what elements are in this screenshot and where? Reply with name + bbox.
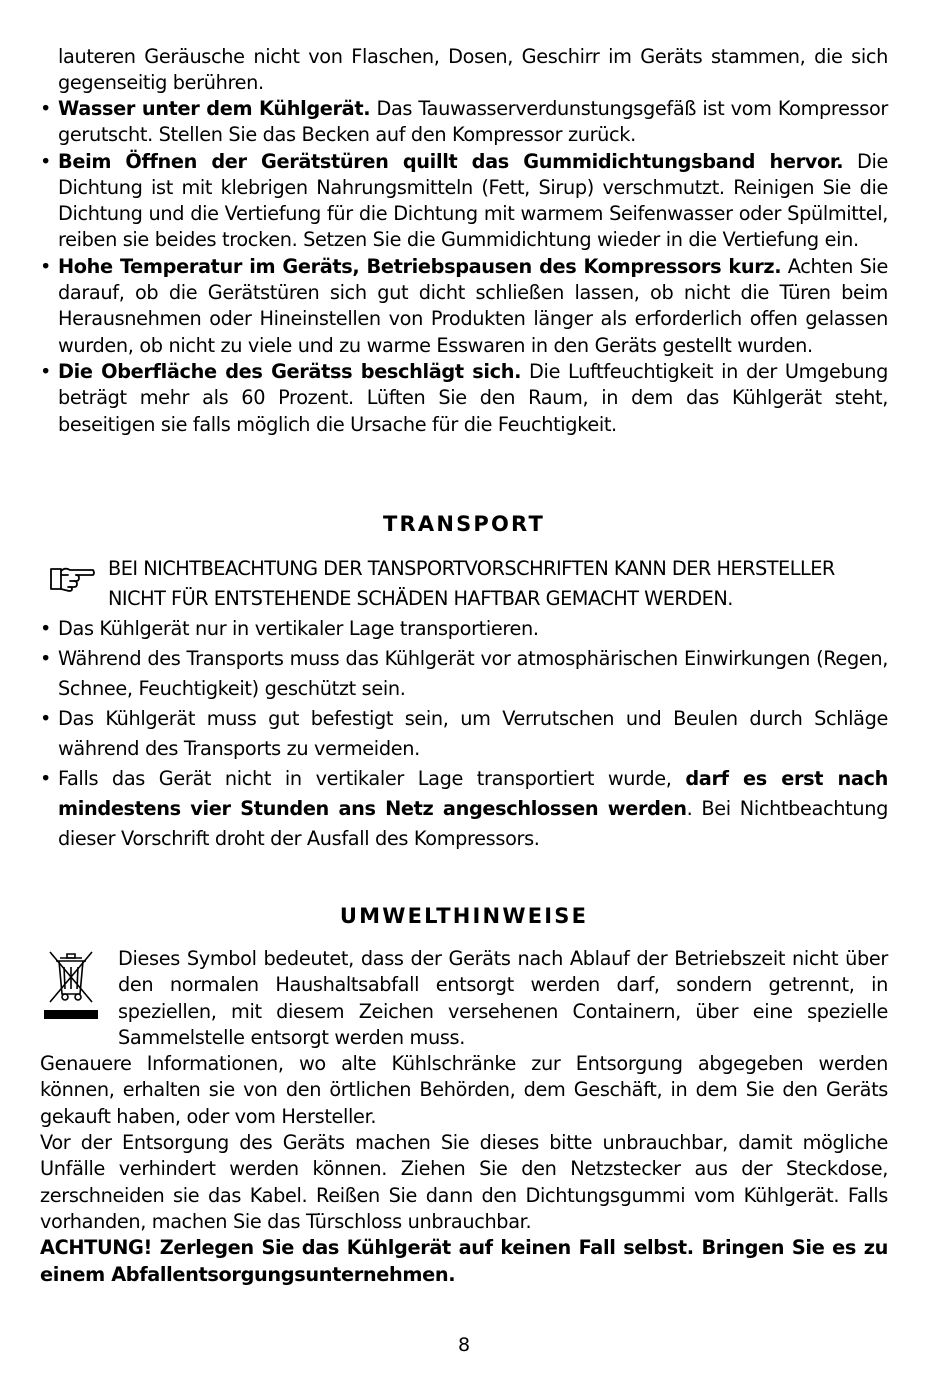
pointing-hand-icon bbox=[48, 562, 96, 592]
list-item: • Wasser unter dem Kühlgerät. Das Tauwasserverdunstungsgefäß ist vom Kompressor gerutscht. Stellen Sie das Becken auf den Kompressor zurück. bbox=[40, 97, 888, 147]
environment-text bbox=[40, 946, 888, 1288]
transport-list bbox=[40, 614, 888, 854]
continuation-text: lauteren Geräusche nicht von Flaschen, Dosen, Geschirr im Geräts stammen, die sich gegenseitig berühren. bbox=[58, 45, 888, 95]
list-item: • Falls das Gerät nicht in vertikaler Lage transportiert wurde, darf es erst nach mindestens vier Stunden ans Netz angeschlossen werden. Bei Nichtbeachtung dieser Vorschrift droht der Ausfall des Kompressors. bbox=[40, 767, 888, 850]
list-item: • Während des Transports muss das Kühlgerät vor atmosphärischen Einwirkungen (Regen, Schnee, Feuchtigkeit) geschützt sein. bbox=[40, 647, 888, 700]
environment-paragraph: Vor der Entsorgung des Geräts machen Sie dieses bitte unbrauchbar, damit mögliche Unfälle verhindert werden können. Ziehen Sie den Netzstecker aus der Steckdose, zerschneiden sie das Kabel. Reißen Sie dann den Dichtungsgummi vom Kühlgerät. Falls vorhanden, machen Sie das Türschloss unbrauchbar. bbox=[40, 1131, 888, 1233]
list-item: • Hohe Temperatur im Geräts, Betriebspausen des Kompressors kurz. Achten Sie darauf, ob die Gerätstüren sich gut dicht schließen lassen, ob nicht die Türen beim Herausnehmen oder Hineinstellen von Produkten länger als erforderlich offen gelassen wurden, ob nicht zu viele und zu warme Esswaren in den Geräts gestellt wurden. bbox=[40, 254, 888, 357]
transport-warning: BEI NICHTBEACHTUNG DER TANSPORTVORSCHRIFTEN KANN DER HERSTELLER NICHT FÜR ENTSTEHENDE SCHÄDEN HAFTBAR GEMACHT WERDEN. bbox=[108, 557, 835, 610]
environment-paragraph: Genauere Informationen, wo alte Kühlschränke zur Entsorgung abgegeben werden können, erhalten sie von den örtlichen Behörden, dem Geschäft, in dem Sie den Geräts gekauft haben, oder vom Hersteller. bbox=[40, 1052, 888, 1128]
list-item: • Beim Öffnen der Gerätstüren quillt das Gummidichtungsband hervor. Die Dichtung ist mit klebrigen Nahrungsmitteln (Fett, Sirup) verschmutzt. Reinigen Sie die Dichtung und die Vertiefung für die Dichtung mit warmem Seifenwasser oder Spülmittel, reiben sie beides trocken. Setzen Sie die Gummidichtung wieder in die Vertiefung ein. bbox=[40, 149, 888, 252]
disposal-warning: ACHTUNG! Zerlegen Sie das Kühlgerät auf keinen Fall selbst. Bringen Sie es zu einem Abfallentsorgungsunternehmen. bbox=[40, 1236, 888, 1286]
environment-paragraph: Dieses Symbol bedeutet, dass der Geräts nach Ablauf der Betriebszeit nicht über den normalen Haushaltsabfall entsorgt werden darf, sondern getrennt, in speziellen, mit diesem Zeichen versehenen Containern, über eine spezielle Sammelstelle entsorgt werden muss. bbox=[118, 947, 888, 1049]
troubleshooting-list bbox=[40, 96, 888, 438]
environment-heading: UMWELTHINWEISE bbox=[339, 904, 589, 928]
page-number: 8 bbox=[457, 1334, 471, 1356]
list-item: • Die Oberfläche des Gerätss beschlägt sich. Die Luftfeuchtigkeit in der Umgebung beträgt mehr als 60 Prozent. Lüften Sie den Raum, in dem das Kühlgerät steht, beseitigen sie falls möglich die Ursache für die Feuchtigkeit. bbox=[40, 359, 888, 436]
list-item: • Das Kühlgerät muss gut befestigt sein, um Verrutschen und Beulen durch Schläge während des Transports zu vermeiden. bbox=[40, 707, 888, 760]
transport-heading: TRANSPORT bbox=[382, 512, 546, 536]
list-item: • Das Kühlgerät nur in vertikaler Lage transportieren. bbox=[40, 617, 539, 640]
